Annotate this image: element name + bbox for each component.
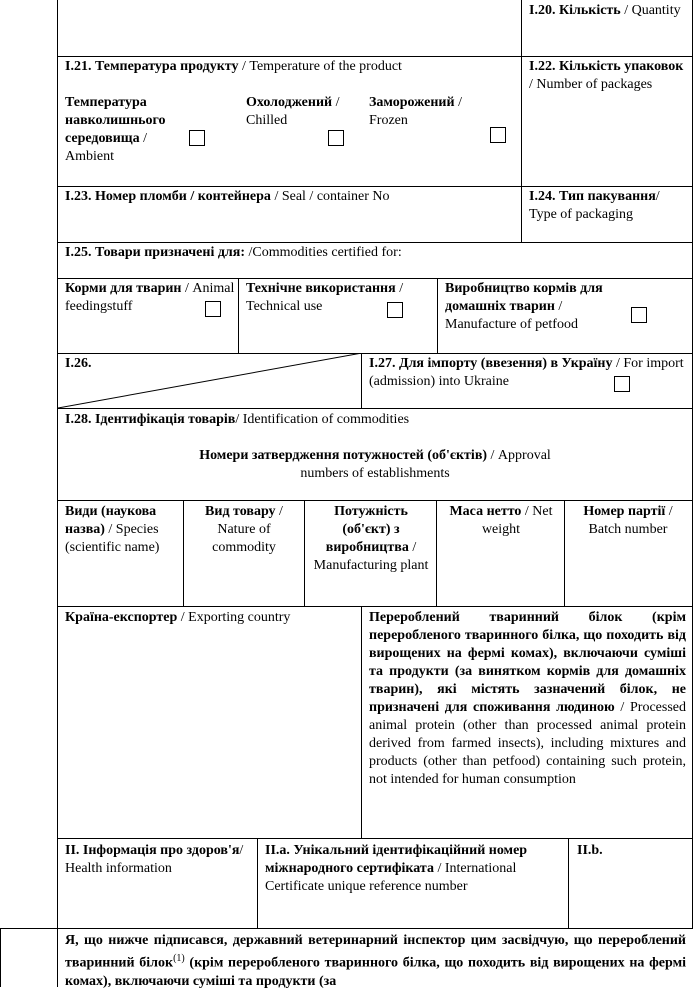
iia-reference xyxy=(265,842,563,896)
ambient-checkbox[interactable] xyxy=(189,130,205,146)
i23-label: I.23. Номер пломби / контейнера xyxy=(65,189,271,204)
feed-label: Корми для тварин xyxy=(65,281,182,296)
i21-title xyxy=(65,58,515,76)
protein-description xyxy=(369,609,686,789)
i27-import xyxy=(369,355,689,391)
iib-label: II.b. xyxy=(577,843,603,858)
col-plant-label-en: / Manufacturing plant xyxy=(313,540,429,573)
hline-186 xyxy=(57,186,693,187)
ambient-label: Температура навколишнього середовища xyxy=(65,95,166,146)
feed-checkbox[interactable] xyxy=(205,301,221,317)
i25-label: I.25. Товари призначені для: xyxy=(65,245,246,260)
iia-label: II.a. Унікальний ідентифікаційний номер міжнародного сертифіката xyxy=(265,843,528,876)
vline-i25b xyxy=(437,278,438,353)
col-batch xyxy=(567,503,689,539)
col-species xyxy=(65,503,181,557)
vline-c4 xyxy=(564,500,565,606)
col-nature-label: Вид товару xyxy=(205,504,276,519)
i27-label: I.27. Для імпорту (ввезення) в Україну xyxy=(369,356,613,371)
tech-label: Технічне використання xyxy=(246,281,396,296)
i24-label-en: / Type of packaging xyxy=(529,189,660,222)
col-batch-label-en: / Batch number xyxy=(588,504,673,537)
col-plant xyxy=(312,503,430,575)
frozen-checkbox[interactable] xyxy=(490,127,506,143)
i21-label-en: / Temperature of the product xyxy=(238,59,402,74)
i28-label: I.28. Ідентифікація товарів xyxy=(65,412,236,427)
ii-label: II. Інформація про здоров'я xyxy=(65,843,240,858)
i23-label-en: / Seal / container No xyxy=(270,189,390,204)
col-weight-label: Маса нетто xyxy=(449,504,522,519)
col-plant-label: Потужність (об'єкт) з виробництва xyxy=(325,504,409,555)
vline-c3 xyxy=(436,500,437,606)
i28-title xyxy=(65,411,685,429)
iib xyxy=(577,842,677,860)
col-batch-label: Номер партії xyxy=(583,504,666,519)
col-species-label-en: / Species (scientific name) xyxy=(65,522,160,555)
i28-label-en: / Identification of commodities xyxy=(235,412,410,427)
hline-56 xyxy=(57,56,693,57)
pet-label-en: / Manufacture of petfood xyxy=(445,299,578,332)
hline-242 xyxy=(57,242,693,243)
approval-label-en: / Approval numbers of establishments xyxy=(300,448,551,481)
vline-iia xyxy=(568,838,569,928)
protein-en: / Processed animal protein (other than processed animal protein derived from farmed insects), including mixtures and products (other than petfood) containing such protein, not intended for human consumption xyxy=(369,700,686,787)
iia-label-en: / International Certificate unique reference number xyxy=(265,861,517,894)
i26 xyxy=(65,355,165,373)
declaration-part1: Я, що нижче підписався, державний ветеринарний інспектор цим засвідчую, що перероблений тваринний білок xyxy=(65,933,686,971)
vline-ii xyxy=(257,838,258,928)
i20-quantity xyxy=(529,2,689,20)
pet-checkbox[interactable] xyxy=(631,307,647,323)
i25-pet xyxy=(445,280,630,334)
protein-bold: Перероблений тваринний білок (крім переробленого тваринного білка, що походить від вирощених на фермі комах), включаючи суміші та продукти (за винятком кормів для домашніх тварин), які містять зазначений білок, не призначені для споживання людиною xyxy=(369,610,686,715)
tech-checkbox[interactable] xyxy=(387,302,403,318)
i26-label: I.26. xyxy=(65,356,92,371)
hline-278 xyxy=(57,278,693,279)
hline-500 xyxy=(57,500,693,501)
approval-numbers xyxy=(190,447,560,483)
col-nature xyxy=(187,503,301,557)
i21-chilled xyxy=(246,94,361,130)
footnote-ref: (1) xyxy=(173,953,185,964)
chilled-checkbox[interactable] xyxy=(328,130,344,146)
i25-label-en: /Commodities certified for: xyxy=(245,245,402,260)
hline-408 xyxy=(57,408,693,409)
chilled-label-en: / Chilled xyxy=(246,95,340,128)
exporting-label: Країна-експортер xyxy=(65,610,178,625)
pet-label: Виробництво кормів для домашніх тварин xyxy=(445,281,603,314)
vline-exp xyxy=(361,606,362,838)
vline-c1 xyxy=(183,500,184,606)
tech-label-en: / Technical use xyxy=(246,281,404,314)
border-left xyxy=(57,0,58,928)
declaration-text xyxy=(65,932,686,991)
i23-seal xyxy=(65,188,515,206)
hline-838 xyxy=(57,838,693,839)
i21-frozen xyxy=(369,94,489,130)
i21-ambient xyxy=(65,94,195,166)
hline-928 xyxy=(0,928,693,929)
frozen-label-en: / Frozen xyxy=(369,95,462,128)
hline-606 xyxy=(57,606,693,607)
i22-label-en: / Number of packages xyxy=(529,77,653,92)
approval-label: Номери затвердження потужностей (об'єктів) xyxy=(199,448,488,463)
i27-label-en: / For import (admission) into Ukraine xyxy=(369,356,684,389)
declaration-part2: (крім переробленого тваринного білка, що походить від вирощених на фермі комах), включаючи суміші та продукти (за xyxy=(65,955,686,989)
chilled-label: Охолоджений xyxy=(246,95,333,110)
exporting-country xyxy=(65,609,355,627)
col-nature-label-en: / Nature of commodity xyxy=(212,504,283,555)
col-weight-label-en: / Net weight xyxy=(481,504,553,537)
vline-i20 xyxy=(521,0,522,242)
i20-label: I.20. Кількість xyxy=(529,3,621,18)
i25-title xyxy=(65,244,685,262)
i20-label-en: / Quantity xyxy=(620,3,681,18)
feed-label-en: / Animal feedingstuff xyxy=(65,281,235,314)
col-weight xyxy=(440,503,562,539)
vline-c2 xyxy=(304,500,305,606)
i22-packages xyxy=(529,58,689,94)
frozen-label: Заморожений xyxy=(369,95,455,110)
exporting-label-en: / Exporting country xyxy=(177,610,291,625)
vline-decl xyxy=(57,928,58,987)
border-left-bottom xyxy=(0,928,1,987)
i22-label: I.22. Кількість упаковок xyxy=(529,59,684,74)
ii-health xyxy=(65,842,250,878)
vline-i25a xyxy=(238,278,239,353)
col-species-label: Види (наукова назва) xyxy=(65,504,157,537)
i24-label: I.24. Тип пакування xyxy=(529,189,656,204)
import-checkbox[interactable] xyxy=(614,376,630,392)
ii-label-en: / Health information xyxy=(65,843,244,876)
i25-tech xyxy=(246,280,436,316)
i24-packaging xyxy=(529,188,689,224)
ambient-label-en: / Ambient xyxy=(65,131,147,164)
i21-label: I.21. Температура продукту xyxy=(65,59,239,74)
